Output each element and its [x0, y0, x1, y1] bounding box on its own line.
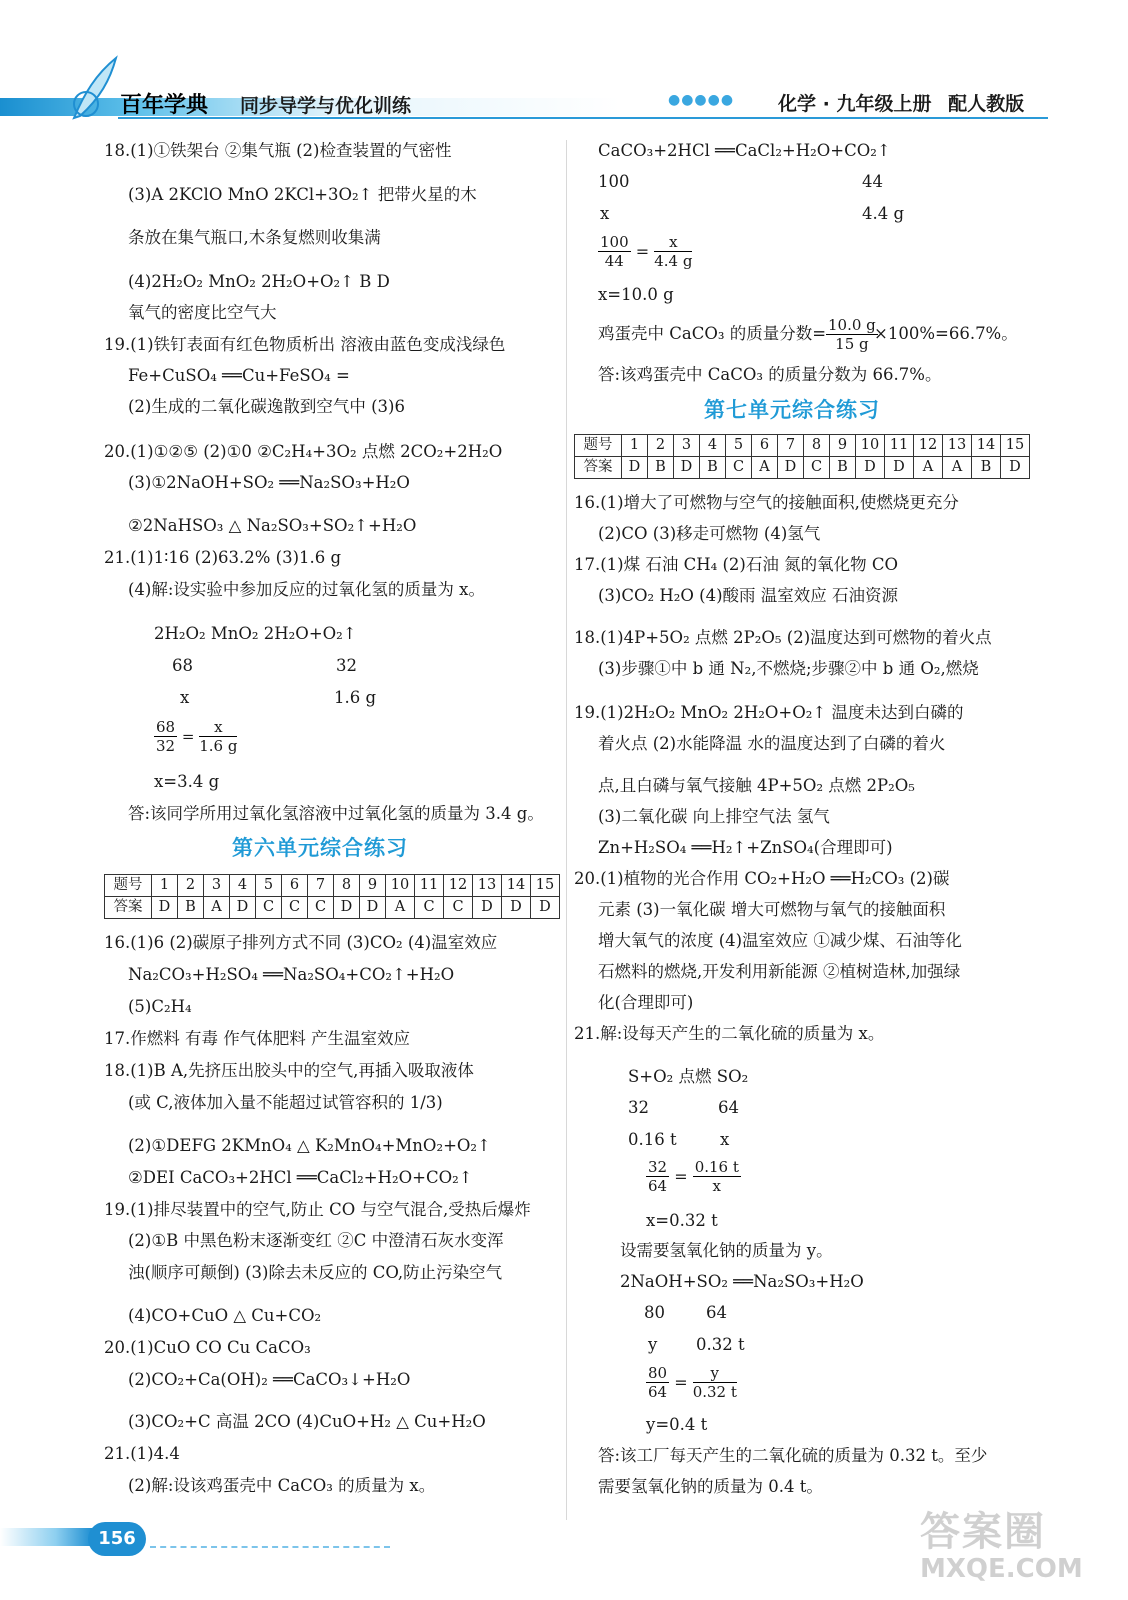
answer-cell: C [444, 897, 473, 919]
subject-label: 化学 · 九年级上册 [778, 93, 932, 115]
text-line: 21.解:设每天产生的二氧化硫的质量为 x。 [574, 1024, 885, 1043]
footer-wave [0, 1528, 92, 1546]
text-line: x [720, 1130, 730, 1149]
text-line: (或 C,液体加入量不能超过试管容积的 1/3) [128, 1093, 443, 1112]
text-line: 32 [336, 656, 357, 675]
question-number-cell: 9 [360, 875, 386, 897]
answer-cell: D [502, 897, 531, 919]
text-line: 增大氧气的浓度 (4)温室效应 ①减少煤、石油等化 [598, 931, 962, 950]
text-line: (2)解:设该鸡蛋壳中 CaCO₃ 的质量为 x。 [128, 1476, 436, 1495]
answer-cell: D [885, 457, 914, 479]
feather-pen-icon [66, 54, 126, 124]
question-number-cell: 10 [856, 435, 885, 457]
question-number-cell: 4 [230, 875, 256, 897]
question-number-cell: 5 [256, 875, 282, 897]
fraction-right-3: $\frac{32}{64}$ = $\frac{0.16 t}{x}$ [648, 1158, 739, 1195]
question-number-cell: 5 [726, 435, 752, 457]
text-line: 点,且白磷与氧气接触 4P+5O₂ 点燃 2P₂O₅ [598, 776, 915, 795]
text-line: (2)CO (3)移走可燃物 (4)氢气 [598, 524, 821, 543]
text-line: (5)C₂H₄ [128, 997, 192, 1016]
text-line: 21.(1)1∶16 (2)63.2% (3)1.6 g [104, 548, 342, 567]
edition-label: 配人教版 [948, 93, 1025, 115]
text-line: 32 [628, 1098, 649, 1117]
fraction: $\frac{80}{64}$ [648, 1364, 668, 1401]
question-number-cell: 3 [674, 435, 700, 457]
question-number-cell: 7 [308, 875, 334, 897]
answer-cell: C [415, 897, 444, 919]
unit7-answer-table [574, 434, 1030, 479]
table-header-cell: 题号 [575, 435, 622, 457]
question-number-cell: 12 [444, 875, 473, 897]
text-line: 元素 (3)一氧化碳 增大可燃物与氧气的接触面积 [598, 900, 946, 919]
answer-cell: D [531, 897, 560, 919]
text-line: Zn+H₂SO₄ ══H₂↑+ZnSO₄(合理即可) [598, 838, 893, 857]
table-row [575, 457, 1030, 479]
answer-cell: A [386, 897, 415, 919]
text-line: 20.(1)植物的光合作用 CO₂+H₂O ══H₂CO₃ (2)碳 [574, 869, 950, 888]
table-row [575, 435, 1030, 457]
text-line: (3)CO₂ H₂O (4)酸雨 温室效应 石油资源 [598, 586, 899, 605]
question-number-cell: 13 [473, 875, 502, 897]
text-line: 氧气的密度比空气大 [128, 303, 277, 322]
subject-title [778, 89, 1024, 116]
answer-cell: B [830, 457, 856, 479]
answer-cell: B [178, 897, 204, 919]
fraction: $\frac{68}{32}$ [156, 718, 176, 755]
fraction-right-2 [826, 316, 878, 353]
answer-cell: C [308, 897, 334, 919]
text-line: 0.32 t [696, 1335, 745, 1354]
text-line: 1.6 g [334, 688, 377, 707]
answer-cell: D [334, 897, 360, 919]
watermark-line1: 答案圈 [920, 1509, 1046, 1555]
question-number-cell: 8 [804, 435, 830, 457]
watermark-logo [920, 1510, 1083, 1584]
text-line: (2)①B 中黑色粉末逐渐变红 ②C 中澄清石灰水变浑 [128, 1231, 504, 1250]
question-number-cell: 15 [1001, 435, 1030, 457]
question-number-cell: 3 [204, 875, 230, 897]
fraction: $\frac{y}{0.32 t}$ [692, 1364, 737, 1401]
text-line: (3)CO₂+C 高温 2CO (4)CuO+H₂ △ Cu+H₂O [128, 1412, 486, 1431]
fraction: $\frac{x}{1.6 g}$ [199, 718, 238, 755]
text-line: 64 [718, 1098, 739, 1117]
text-line: ②2NaHSO₃ △ Na₂SO₃+SO₂↑+H₂O [128, 516, 417, 535]
answer-cell: D [230, 897, 256, 919]
text-line: 2H₂O₂ MnO₂ 2H₂O+O₂↑ [154, 624, 357, 643]
text-line: 设需要氢氧化钠的质量为 y。 [620, 1241, 833, 1260]
answer-cell: D [674, 457, 700, 479]
series-title: 同步导学与优化训练 [240, 95, 412, 117]
unit6-answer-table [104, 874, 560, 919]
text-line: (4)CO+CuO △ Cu+CO₂ [128, 1306, 322, 1325]
answer-cell: A [914, 457, 943, 479]
text-line: 68 [172, 656, 193, 675]
answer-cell: A [943, 457, 972, 479]
text-line: 18.(1)①铁架台 ②集气瓶 (2)检查装置的气密性 [104, 141, 452, 160]
text-line: x [600, 204, 610, 223]
text-line: 鸡蛋壳中 CaCO₃ 的质量分数= [598, 324, 827, 343]
text-line: ②DEI CaCO₃+2HCl ══CaCl₂+H₂O+CO₂↑ [128, 1168, 473, 1187]
text-line: (2)生成的二氧化碳逸散到空气中 (3)6 [128, 397, 405, 416]
question-number-cell: 4 [700, 435, 726, 457]
text-line: 64 [706, 1303, 727, 1322]
table-header-cell: 答案 [575, 457, 622, 479]
table-row [105, 875, 560, 897]
question-number-cell: 7 [778, 435, 804, 457]
answer-cell: B [972, 457, 1001, 479]
question-number-cell: 11 [415, 875, 444, 897]
unit6-title: 第六单元综合练习 [232, 836, 408, 860]
text-line: 16.(1)增大了可燃物与空气的接触面积,使燃烧更充分 [574, 493, 959, 512]
text-line: 100 [598, 172, 630, 191]
text-line: 着火点 (2)水能降温 水的温度达到了白磷的着火 [598, 734, 946, 753]
question-number-cell: 6 [282, 875, 308, 897]
text-line: y [648, 1335, 658, 1354]
text-line: S+O₂ 点燃 SO₂ [628, 1067, 749, 1086]
answer-cell: D [152, 897, 178, 919]
answer-cell: D [473, 897, 502, 919]
text-line: x [180, 688, 190, 707]
text-line: (3)步骤①中 b 通 N₂,不燃烧;步骤②中 b 通 O₂,燃烧 [598, 659, 979, 678]
answer-cell: D [622, 457, 648, 479]
unit7-title: 第七单元综合练习 [704, 398, 880, 422]
fraction-left: $\frac{68}{32}$ = $\frac{x}{1.6 g}$ [156, 718, 238, 755]
text-line: (2)CO₂+Ca(OH)₂ ══CaCO₃↓+H₂O [128, 1370, 411, 1389]
text-line: 20.(1)CuO CO Cu CaCO₃ [104, 1338, 311, 1357]
answer-cell: D [360, 897, 386, 919]
question-number-cell: 1 [622, 435, 648, 457]
text-line: (3)A 2KClO MnO 2KCl+3O₂↑ 把带火星的木 [128, 185, 477, 204]
answer-cell: B [700, 457, 726, 479]
text-line: CaCO₃+2HCl ══CaCl₂+H₂O+CO₂↑ [598, 141, 891, 160]
fraction: $\frac{x}{4.4 g}$ [654, 233, 693, 270]
text-line: (4)2H₂O₂ MnO₂ 2H₂O+O₂↑ B D [128, 272, 390, 291]
brand-title: 百年学典 [120, 93, 209, 118]
text-line: 答:该工厂每天产生的二氧化硫的质量为 0.32 t。至少 [598, 1446, 988, 1465]
text-line: 条放在集气瓶口,木条复燃则收集满 [128, 228, 381, 247]
text-line: 80 [644, 1303, 665, 1322]
question-number-cell: 2 [648, 435, 674, 457]
text-line: x=3.4 g [154, 772, 220, 791]
text-line: 19.(1)2H₂O₂ MnO₂ 2H₂O+O₂↑ 温度未达到白磷的 [574, 703, 964, 722]
answer-cell: D [856, 457, 885, 479]
text-line: 17.(1)煤 石油 CH₄ (2)石油 氮的氧化物 CO [574, 555, 898, 574]
text-line: 18.(1)4P+5O₂ 点燃 2P₂O₅ (2)温度达到可燃物的着火点 [574, 628, 992, 647]
question-number-cell: 14 [972, 435, 1001, 457]
text-line: 19.(1)铁钉表面有红色物质析出 溶液由蓝色变成浅绿色 [104, 335, 506, 354]
text-line: 需要氢氧化钠的质量为 0.4 t。 [598, 1477, 823, 1496]
question-number-cell: 2 [178, 875, 204, 897]
table-row [105, 897, 560, 919]
text-line: 答:该鸡蛋壳中 CaCO₃ 的质量分数为 66.7%。 [598, 365, 942, 384]
text-line: 2NaOH+SO₂ ══Na₂SO₃+H₂O [620, 1272, 864, 1291]
text-line: 4.4 g [862, 204, 905, 223]
answer-cell: C [282, 897, 308, 919]
text-line: 21.(1)4.4 [104, 1444, 180, 1463]
fraction: $\frac{10.0 g}{15 g}$ [828, 316, 876, 353]
answer-cell: B [648, 457, 674, 479]
text-line: Fe+CuSO₄ ══Cu+FeSO₄ = [128, 366, 350, 385]
text-line: 18.(1)B A,先挤压出胶头中的空气,再插入吸取液体 [104, 1061, 474, 1080]
question-number-cell: 6 [752, 435, 778, 457]
watermark-line2: MXQE.COM [920, 1554, 1083, 1584]
answer-cell: A [752, 457, 778, 479]
text-line: 16.(1)6 (2)碳原子排列方式不同 (3)CO₂ (4)温室效应 [104, 933, 498, 952]
answer-cell: C [726, 457, 752, 479]
text-line: (3)二氧化碳 向上排空气法 氢气 [598, 807, 830, 826]
table-header-cell: 答案 [105, 897, 152, 919]
question-number-cell: 13 [943, 435, 972, 457]
question-number-cell: 11 [885, 435, 914, 457]
text-line: 20.(1)①②⑤ (2)①0 ②C₂H₄+3O₂ 点燃 2CO₂+2H₂O [104, 442, 503, 461]
text-line: (4)解:设实验中参加反应的过氧化氢的质量为 x。 [128, 580, 485, 599]
text-line: ×100%=66.7%。 [874, 324, 1018, 343]
fraction: $\frac{100}{44}$ [600, 233, 629, 270]
fraction-right-4: $\frac{80}{64}$ = $\frac{y}{0.32 t}$ [648, 1364, 737, 1401]
header-dots: ●●●●● [668, 92, 735, 108]
text-line: 答:该同学所用过氧化氢溶液中过氧化氢的质量为 3.4 g。 [128, 804, 544, 823]
fraction: $\frac{0.16 t}{x}$ [694, 1158, 739, 1195]
text-line: Na₂CO₃+H₂SO₄ ══Na₂SO₄+CO₂↑+H₂O [128, 965, 455, 984]
text-line: 17.作燃料 有毒 作气体肥料 产生温室效应 [104, 1029, 410, 1048]
text-line: 0.16 t [628, 1130, 677, 1149]
answer-cell: D [1001, 457, 1030, 479]
question-number-cell: 9 [830, 435, 856, 457]
text-line: 化(合理即可) [598, 993, 694, 1012]
text-line: 石燃料的燃烧,开发利用新能源 ②植树造林,加强绿 [598, 962, 961, 981]
text-line: x=10.0 g [598, 285, 674, 304]
text-line: (3)①2NaOH+SO₂ ══Na₂SO₃+H₂O [128, 473, 410, 492]
fraction: $\frac{32}{64}$ [648, 1158, 668, 1195]
question-number-cell: 15 [531, 875, 560, 897]
table-header-cell: 题号 [105, 875, 152, 897]
question-number-cell: 1 [152, 875, 178, 897]
question-number-cell: 14 [502, 875, 531, 897]
question-number-cell: 8 [334, 875, 360, 897]
column-divider [566, 140, 567, 1520]
text-line: (2)①DEFG 2KMnO₄ △ K₂MnO₄+MnO₂+O₂↑ [128, 1136, 491, 1155]
answer-cell: A [204, 897, 230, 919]
question-number-cell: 10 [386, 875, 415, 897]
text-line: 19.(1)排尽装置中的空气,防止 CO 与空气混合,受热后爆炸 [104, 1200, 531, 1219]
answer-cell: C [804, 457, 830, 479]
answer-cell: D [778, 457, 804, 479]
text-line: 44 [862, 172, 883, 191]
text-line: 浊(顺序可颠倒) (3)除去未反应的 CO,防止污染空气 [128, 1263, 503, 1282]
page-number: 156 [88, 1522, 146, 1556]
text-line: y=0.4 t [646, 1415, 708, 1434]
answer-cell: C [256, 897, 282, 919]
footer-dashed-rule [150, 1546, 390, 1548]
question-number-cell: 12 [914, 435, 943, 457]
fraction-right-1: $\frac{100}{44}$ = $\frac{x}{4.4 g}$ [600, 233, 693, 270]
text-line: x=0.32 t [646, 1211, 718, 1230]
